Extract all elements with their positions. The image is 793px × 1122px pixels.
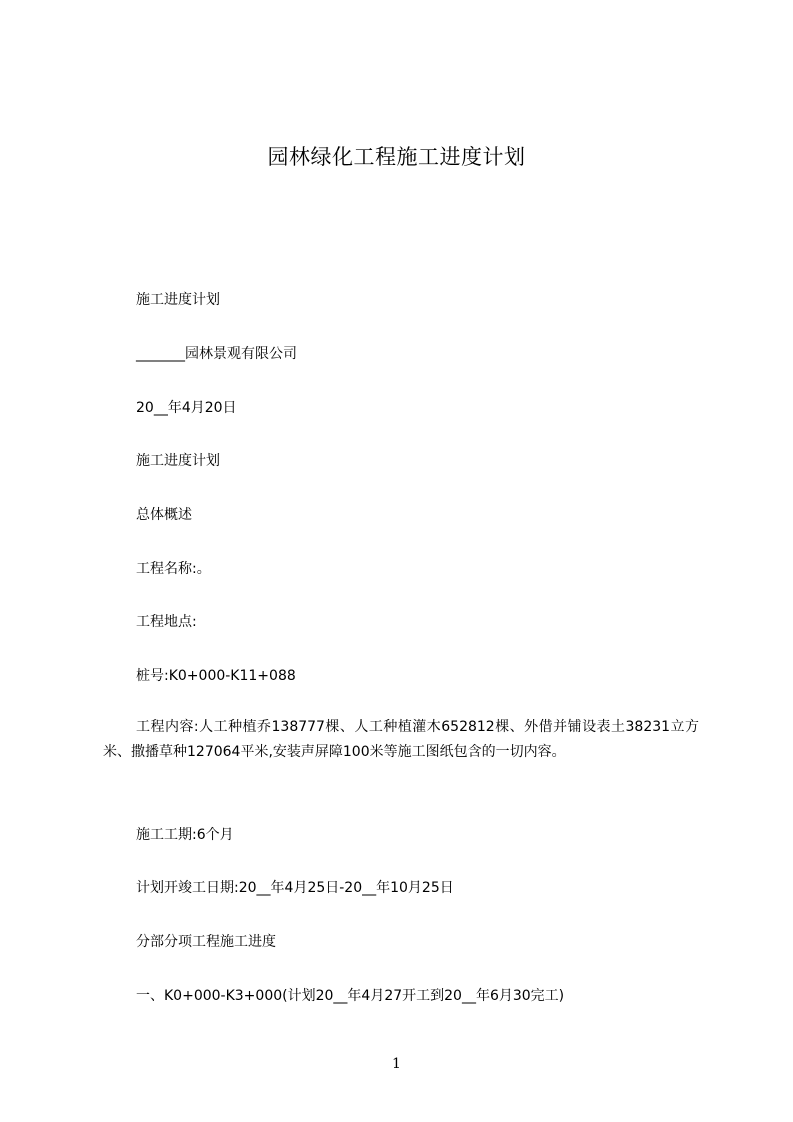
paragraph-company: _______园林景观有限公司 — [136, 346, 297, 362]
paragraph-overview: 总体概述 — [136, 507, 192, 523]
paragraph-project-name: 工程名称:。 — [136, 561, 211, 577]
paragraph-subsection-heading: 分部分项工程施工进度 — [136, 934, 276, 950]
paragraph-plan-subheading: 施工进度计划 — [136, 453, 220, 469]
paragraph-project-content: 工程内容:人工种植乔138777棵、人工种植灌木652812棵、外借并铺设表土38231立方米、撒播草种127064平米,安装声屏障100米等施工图纸包含的一切内容。 — [103, 719, 699, 760]
paragraph-date: 20__年4月20日 — [136, 400, 237, 416]
paragraph-station: 桩号:K0+000-K11+088 — [136, 668, 296, 684]
paragraph-duration: 施工工期:6个月 — [136, 827, 234, 843]
paragraph-schedule-dates: 计划开竣工日期:20__年4月25日-20__年10月25日 — [136, 880, 454, 896]
document-title: 园林绿化工程施工进度计划 — [267, 145, 526, 169]
paragraph-plan-heading: 施工进度计划 — [136, 292, 220, 308]
page-number: 1 — [392, 1056, 401, 1072]
paragraph-project-location: 工程地点: — [136, 614, 197, 630]
paragraph-section-one: 一、K0+000-K3+000(计划20__年4月27开工到20__年6月30完工) — [136, 988, 565, 1004]
